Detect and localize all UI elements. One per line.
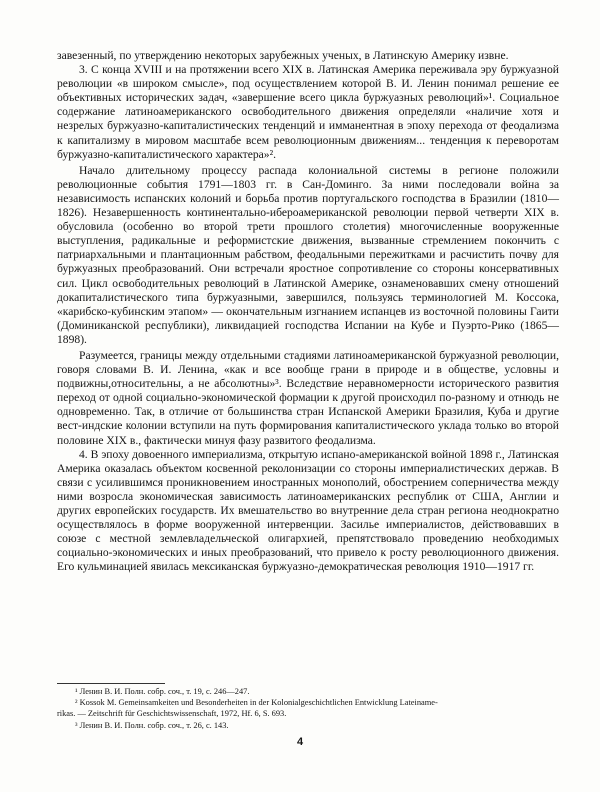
footnotes (57, 686, 559, 731)
footnote-divider (57, 683, 165, 684)
footnote-2-continuation: rikas. — Zeitschrift für Geschichtswissenschaft, 1972, Hf. 6, S. 693. (57, 709, 287, 719)
footnote-1: ¹ Ленин В. И. Полн. собр. соч., т. 19, с. 246—247. (75, 687, 250, 696)
paragraph-4-imperialism: 4. В эпоху довоенного империализма, открытую испано-американской войной 1898 г., Латинская Америка оказалась объектом косвенной реколонизации со стороны империалистических держав. В связи с усилившимся проникновением иностранных монополий, обострением соперничества между ними возросла экономическая зависимость латиноамериканских республик от США, Англии и других европейских государств. Их вмешательство во внутренние дела стран региона неоднократно осуществлялось в форме вооруженной интервенции. Засилье империалистов, действовавших в союзе с местной землевладельческой олигархией, препятствовало проведению необходимых социально-экономических и иных преобразований, что привело к росту революционного движения. Его кульминацией явилась мексиканская буржуазно-демократическая революция 1910—1917 гг. (57, 447, 559, 574)
page-number: 4 (296, 736, 304, 748)
paragraph-colonial-collapse: Начало длительному процессу распада колониальной системы в регионе положили революционные события 1791—1803 гг. в Сан-Доминго. За ними последовали война за независимость испанских колоний и борьба против португальского господства в Бразилии (1810—1826). Незавершенность континентально-ибероамериканской революции первой четверти XIX в. обусловила (особенно во второй трети прошлого столетия) многочисленные вооруженные выступления, радикальные и реформистские движения, вызванные стремлением покончить с патриархальными и плантационным рабством, феодальными пережитками и расчистить почву для буржуазных преобразований. Они встречали яростное сопротивление со стороны консервативных сил. Цикл освободительных революций в Латинской Америке, ознаменовавших смену отношений докапиталистического типа буржуазными, завершился, пользуясь терминологией М. Коссока, «карибско-кубинским этапом» — окончательным изгнанием испанцев из восточной половины Гаити (Доминиканской республики), ликвидацией господства Испании на Кубе и Пуэрто-Рико (1865—1898). (57, 163, 559, 346)
paragraph-stage-boundaries: Разумеется, границы между отдельными стадиями латиноамериканской буржуазной революции, говоря словами В. И. Ленина, «как и все вообще грани в природе и в обществе, условны и подвижны,относительны, а не абсолютны»³. Вследствие неравномерности исторического развития переход от одной социально-экономической формации к другой происходил по-разному и отнюдь не одновременно. Так, в отличие от большинства стран Испанской Америки Бразилия, Куба и другие вест-индские колонии вступили на путь формирования капиталистического уклада только во второй половине XIX в., фактически минуя фазу развитого феодализма. (57, 348, 559, 447)
paragraph-3-bourgeois-revolution: 3. С конца XVIII и на протяжении всего XIX в. Латинская Америка переживала эру буржуазной революции «в широком смысле», под осуществлением которой В. И. Ленин понимал решение ее объективных исторических задач, «завершение всего цикла буржуазных революций»¹. Социальное содержание латиноамериканского освободительного движения определяли «наличие хотя и незрелых буржуазно-капиталистических тенденций и имманентная в эпоху перехода от феодализма к капитализму в мировом масштабе всем революционным движениям... тенденция к переворотам буржуазно-капиталистического характера»². (57, 63, 559, 161)
footnote-2: ² Kossok M. Gemeinsamkeiten und Besonderheiten in der Kolonialgeschichtlichen Entwicklung Lateiname- (75, 698, 438, 708)
body-text (57, 49, 559, 574)
paragraph-continuation: завезенный, по утверждению некоторых зарубежных ученых, в Латинскую Америку извне. (57, 49, 509, 62)
footnote-3: ³ Ленин В. И. Полн. собр. соч., т. 26, с. 143. (75, 720, 229, 730)
